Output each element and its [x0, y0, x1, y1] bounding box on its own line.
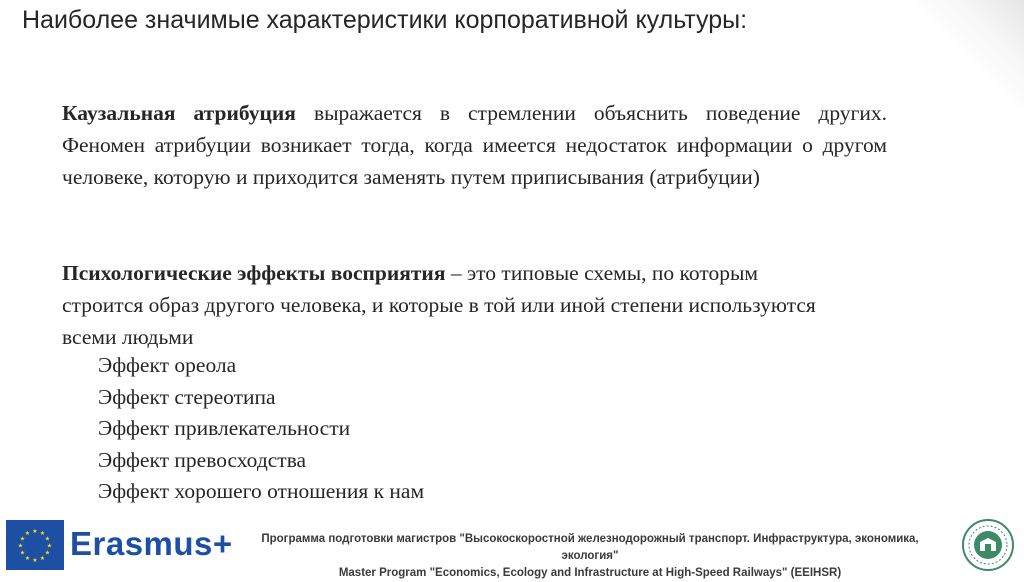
program-caption-ru: Программа подготовки магистров "Высокоскоростной железнодорожный транспорт. Инфраструктура, экономика, экология"	[261, 533, 919, 562]
slide-corner-shadow	[914, 0, 1024, 110]
list-item: Эффект стереотипа	[98, 384, 276, 409]
effects-list	[98, 350, 424, 508]
list-item: Эффект привлекательности	[98, 416, 351, 440]
svg-text:★: ★	[39, 555, 46, 562]
term-causal-attribution: Каузальная атрибуция	[62, 101, 296, 125]
eu-flag-icon	[6, 520, 64, 570]
list-item: Эффект превосходства	[98, 447, 307, 472]
svg-text:★: ★	[39, 530, 46, 537]
program-caption	[240, 531, 940, 582]
slide-title: Наиболее значимые характеристики корпоративной культуры:	[22, 6, 748, 34]
svg-text:★: ★	[24, 530, 31, 537]
svg-text:★: ★	[32, 557, 38, 564]
svg-text:★: ★	[19, 535, 26, 543]
term-perception-effects: Психологические эффекты восприятия	[62, 261, 446, 285]
svg-text:★: ★	[44, 549, 51, 557]
paragraph-causal-attribution	[62, 97, 887, 193]
paragraph-perception-effects	[62, 257, 822, 353]
erasmus-logo: Erasmus+	[70, 525, 233, 562]
svg-text:★: ★	[24, 555, 31, 562]
svg-text:★: ★	[19, 549, 26, 557]
svg-text:★: ★	[17, 542, 24, 550]
paragraph-perception-effects-text: – это типовые схемы, по которым строится образ другого человека, и которые в той или иной степени используются всеми людьми	[62, 261, 816, 349]
program-caption-en: Master Program "Economics, Ecology and Infrastructure at High-Speed Railways" (EEIHSR)	[338, 567, 842, 579]
svg-text:★: ★	[46, 542, 53, 550]
svg-text:★: ★	[32, 528, 38, 535]
paragraph-causal-attribution-text: выражается в стремлении объяснить поведение других. Феномен атрибуции возникает тогда, когда имеется недостаток информации о другом человеке, которую и приходится заменять путем приписывания (атрибуции)	[62, 101, 887, 189]
list-item: Эффект ореола	[98, 353, 237, 377]
svg-text:★: ★	[44, 535, 51, 543]
list-item: Эффект хорошего отношения к нам	[98, 479, 425, 503]
university-seal-icon	[961, 518, 1015, 572]
